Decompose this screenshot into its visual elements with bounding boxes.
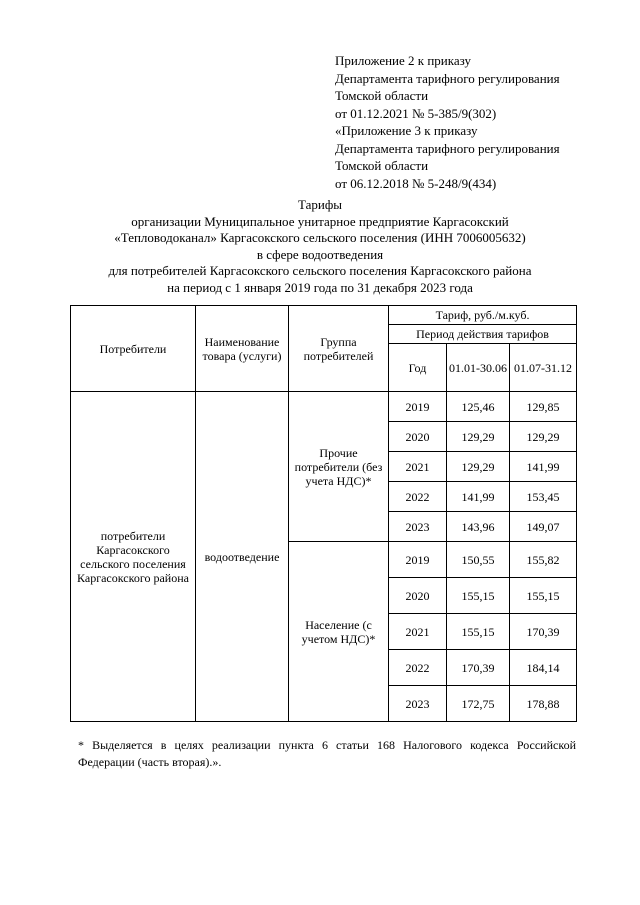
tariff-second-half-cell: 129,29 xyxy=(510,422,577,452)
year-cell: 2023 xyxy=(389,686,447,722)
tariff-first-half-cell: 143,96 xyxy=(447,512,510,542)
title-line: для потребителей Каргасокского сельского поселения Каргасокского района xyxy=(108,263,532,278)
tariff-first-half-cell: 129,29 xyxy=(447,452,510,482)
tariff-first-half-cell: 170,39 xyxy=(447,650,510,686)
header-product: Наименование товара (услуги) xyxy=(196,306,289,392)
tariff-second-half-cell: 149,07 xyxy=(510,512,577,542)
year-cell: 2019 xyxy=(389,542,447,578)
title-line: на период с 1 января 2019 года по 31 декабря 2023 года xyxy=(167,279,473,295)
year-cell: 2021 xyxy=(389,452,447,482)
title-line: в сфере водоотведения xyxy=(256,246,384,262)
header-line: Департамента тарифного регулирования xyxy=(335,70,560,86)
document-title xyxy=(60,197,580,296)
header-line: Приложение 2 к приказу xyxy=(335,53,472,68)
header-year: Год xyxy=(389,344,447,392)
year-cell: 2023 xyxy=(389,512,447,542)
header-tariff: Тариф, руб./м.куб. xyxy=(389,306,577,325)
year-cell: 2020 xyxy=(389,578,447,614)
title-line: Тарифы xyxy=(297,197,342,212)
product-cell: водоотведение xyxy=(196,392,289,722)
year-cell: 2019 xyxy=(389,392,447,422)
tariff-table xyxy=(70,305,577,722)
tariff-first-half-cell: 129,29 xyxy=(447,422,510,452)
header-line: от 01.12.2021 № 5-385/9(302) xyxy=(335,105,497,121)
header-group: Группа потребителей xyxy=(289,306,389,392)
consumer-cell: потребители Каргасокского сельского поселения Каргасокского района xyxy=(71,392,196,722)
tariff-first-half-cell: 155,15 xyxy=(447,614,510,650)
title-line: организации Муниципальное унитарное предприятие Каргасокский xyxy=(131,213,509,229)
group-cell: Население (с учетом НДС)* xyxy=(289,542,389,722)
tariff-second-half-cell: 178,88 xyxy=(510,686,577,722)
tariff-first-half-cell: 125,46 xyxy=(447,392,510,422)
footnote: * Выделяется в целях реализации пункта 6 статьи 168 Налогового кодекса Российской Федерации (часть вторая).». xyxy=(78,738,576,769)
tariff-second-half-cell: 153,45 xyxy=(510,482,577,512)
year-cell: 2022 xyxy=(389,482,447,512)
header-period: Период действия тарифов xyxy=(389,325,577,344)
tariff-second-half-cell: 141,99 xyxy=(510,452,577,482)
year-cell: 2022 xyxy=(389,650,447,686)
tariff-second-half-cell: 155,82 xyxy=(510,542,577,578)
year-cell: 2020 xyxy=(389,422,447,452)
document-header xyxy=(335,52,625,192)
tariff-second-half-cell: 184,14 xyxy=(510,650,577,686)
header-consumers: Потребители xyxy=(71,306,196,392)
tariff-second-half-cell: 129,85 xyxy=(510,392,577,422)
tariff-first-half-cell: 141,99 xyxy=(447,482,510,512)
title-line: «Тепловодоканал» Каргасокского сельского поселения (ИНН 7006005632) xyxy=(114,230,526,245)
header-line: «Приложение 3 к приказу xyxy=(335,123,478,138)
header-line: Томской области xyxy=(335,88,429,103)
header-line: Томской области xyxy=(335,158,429,173)
tariff-second-half-cell: 170,39 xyxy=(510,614,577,650)
tariff-first-half-cell: 150,55 xyxy=(447,542,510,578)
year-cell: 2021 xyxy=(389,614,447,650)
group-cell: Прочие потребители (без учета НДС)* xyxy=(289,392,389,542)
header-line: Департамента тарифного регулирования xyxy=(335,140,560,156)
header-first-half: 01.01-30.06 xyxy=(447,344,510,392)
header-second-half: 01.07-31.12 xyxy=(510,344,577,392)
tariff-first-half-cell: 172,75 xyxy=(447,686,510,722)
tariff-first-half-cell: 155,15 xyxy=(447,578,510,614)
header-line: от 06.12.2018 № 5-248/9(434) xyxy=(335,175,497,191)
tariff-second-half-cell: 155,15 xyxy=(510,578,577,614)
